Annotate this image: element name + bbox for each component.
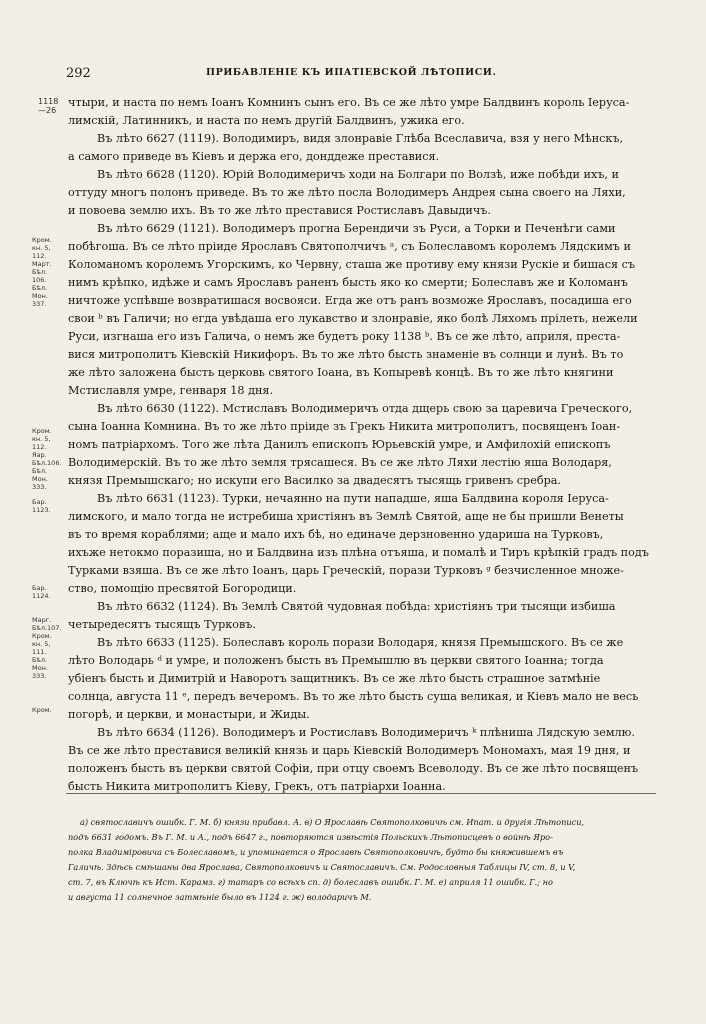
text-line: же лѣто заложена бысть церковь святого Іоана, въ Копыревѣ концѣ. Въ то же лѣто княгини bbox=[68, 366, 614, 379]
text-line: ничтоже успѣвше возвратишася восвояси. Егда же отъ ранъ возможе Ярославъ, посадиша его bbox=[68, 294, 632, 307]
text-line: оттуду многъ полонъ приведе. Въ то же лѣто посла Володимеръ Андрея сына своего на Ляхи, bbox=[68, 186, 626, 199]
text-line: солнца, августа 11 ᵉ, передъ вечеромъ. Въ то же лѣто бысть суша великая, и Кіевъ мало не весь bbox=[68, 690, 639, 703]
text-line: лимского, и мало тогда не истребиша христіянъ въ Землѣ Святой, аще не бы пришли Венеты bbox=[68, 510, 624, 523]
text-line: Мстиславля умре, генваря 18 дня. bbox=[68, 384, 274, 397]
text-line: лимскій, Латинникъ, и наста по немъ другій Балдвинъ, ужика его. bbox=[68, 114, 465, 127]
footnote-line: подъ 6631 годомъ. Въ Г. М. и А., подъ 6647 г., повторяются извѣстія Польскихъ Лѣтописцевъ о войнѣ Яро- bbox=[68, 832, 553, 842]
text-line: лѣто Володарь ᵈ и умре, и положенъ бысть въ Премышлю въ церкви святого Іоанна; тогда bbox=[68, 654, 604, 667]
text-line: убіенъ бысть и Димитрій и Наворотъ защитникъ. Въ се же лѣто бысть страшное затмѣніе bbox=[68, 672, 601, 685]
text-line: погорѣ, и церкви, и монастыри, и Жиды. bbox=[68, 708, 310, 721]
margin-note: 1118 —26 bbox=[38, 97, 59, 115]
text-line: чтыри, и наста по немъ Іоанъ Комнинъ сынъ его. Въ се же лѣто умре Балдвинъ король Іеруса- bbox=[68, 96, 630, 109]
text-line: Турками взяша. Въ се же лѣто Іоанъ, царь Греческій, порази Турковъ ᵍ безчисленное множе- bbox=[68, 564, 624, 577]
text-line: Коломаномъ королемъ Угорскимъ, ко Червну, сташа же противу ему князи Рускіе и бишася съ bbox=[68, 258, 635, 271]
text-line: Въ лѣто 6631 (1123). Турки, нечаянно на пути нападше, яша Балдвина короля Іеруса- bbox=[97, 492, 609, 505]
text-line: номъ патріархомъ. Того же лѣта Данилъ епископъ Юрьевскій умре, и Амфилохій епископъ bbox=[68, 438, 611, 451]
text-line: а самого приведе въ Кіевъ и держа его, донддеже преставися. bbox=[68, 150, 440, 163]
page-header bbox=[66, 66, 656, 84]
text-line: положенъ бысть въ церкви святой Софіи, при отцу своемъ Всеволоду. Въ се же лѣто посвященъ bbox=[68, 762, 639, 775]
text-line: бысть Никита митрополитъ Кіеву, Грекъ, отъ патріархи Іоанна. bbox=[68, 780, 446, 793]
page-number: 292 bbox=[66, 66, 91, 81]
text-line: въ то время кораблями; аще и мало ихъ бѣ, но единаче дерзновенно удариша на Турковъ, bbox=[68, 528, 604, 541]
footnote-line: и августа 11 солнечное затмѣніе было въ 1124 г. ж) володаричъ М. bbox=[68, 892, 372, 902]
text-line: вися митрополитъ Кіевскій Никифоръ. Въ то же лѣто бысть знаменіе въ солнци и лунѣ. Въ то bbox=[68, 348, 624, 361]
text-line: Въ лѣто 6629 (1121). Володимеръ прогна Берендичи зъ Руси, а Торки и Печенѣги сами bbox=[97, 222, 616, 235]
margin-note: Кром. bbox=[32, 706, 52, 714]
text-line: Володимерскій. Въ то же лѣто земля трясашеся. Въ се же лѣто Ляхи лестію яша Володаря, bbox=[68, 456, 612, 469]
text-line: свои ᵇ въ Галичи; но егда увѣдаша его лукавство и злонравіе, яко болѣ Ляхомъ прілеть, нежели bbox=[68, 312, 638, 325]
margin-note: Марг. Бѣл.107. Кром. кн. 5, 111. Бѣл. Мон. 333. bbox=[32, 616, 62, 680]
margin-note: Кром. кн. 5, 112. Яар. Бѣл.106. Бѣл. Мон. 333. bbox=[32, 427, 62, 491]
text-line: Въ лѣто 6632 (1124). Въ Землѣ Святой чудовная побѣда: христіянъ три тысящи избиша bbox=[97, 600, 616, 613]
text-line: ство, помощію пресвятой Богородици. bbox=[68, 582, 297, 595]
footnote-line: полка Владиміровича съ Болеславомъ, и упоминается о Ярославѣ Святополковичѣ, будто бы княжившемъ въ bbox=[68, 847, 564, 857]
footnote-line: ст. 7, въ Ключѣ къ Ист. Карамз. г) татаръ со всѣхъ сп. д) болеславъ ошибк. Г. М. е) априля 11 ошибк. Г.; но bbox=[68, 877, 553, 887]
text-line: и повоева землю ихъ. Въ то же лѣто преставися Ростиславъ Давыдичъ. bbox=[68, 204, 491, 217]
text-line: нимъ крѣпко, идѣже и самъ Ярославъ раненъ бысть яко ко смерти; Болеславъ же и Коломанъ bbox=[68, 276, 628, 289]
text-line: ихъже нетокмо поразиша, но и Балдвина изъ плѣна отъяша, и помалѣ и Тиръ крѣпкій градъ подъ bbox=[68, 546, 649, 559]
text-line: Въ лѣто 6633 (1125). Болеславъ король порази Володаря, князя Премышского. Въ се же bbox=[97, 636, 624, 649]
footnote-line: а) святославичъ ошибк. Г. М. б) князи прибавл. А. в) О Ярославѣ Святополковичѣ см. Ипат. и другія Лѣтописи, bbox=[80, 817, 585, 827]
footnote-line: Галичѣ. Здѣсь смѣшаны два Ярослава, Святополковичъ и Святославичъ. См. Родословныя Таблицы IV, ст. 8, и V, bbox=[68, 862, 576, 872]
margin-note: Кром. кн. 5, 112. Март. Бѣл. 106. Бѣл. Мон. 337. bbox=[32, 236, 52, 308]
text-line: Въ се же лѣто преставися великій князь и царь Кіевскій Володимеръ Мономахъ, мая 19 дня, и bbox=[68, 744, 631, 757]
text-line: Въ лѣто 6627 (1119). Володимиръ, видя злонравіе Глѣба Всеславича, взя у него Мѣнскъ, bbox=[97, 132, 624, 145]
margin-note: Бар. 1123. bbox=[32, 498, 51, 514]
text-line: сына Іоанна Комнина. Въ то же лѣто пріиде зъ Грекъ Никита митрополитъ, посвященъ Іоан- bbox=[68, 420, 621, 433]
running-title: ПРИБАВЛЕНІЕ КЪ ИПАТІЕВСКОЙ ЛѢТОПИСИ. bbox=[206, 67, 497, 78]
text-line: Въ лѣто 6634 (1126). Володимеръ и Ростиславъ Володимеричъ ᵏ плѣниша Лядскую землю. bbox=[97, 726, 635, 739]
footnote-divider bbox=[66, 793, 656, 794]
text-line: Руси, изгнаша его изъ Галича, о немъ же будетъ року 1138 ᵇ. Въ се же лѣто, априля, преста- bbox=[68, 330, 621, 343]
text-line: князя Премышскаго; но искупи его Василко за двадесятъ тысящь гривенъ сребра. bbox=[68, 474, 561, 487]
text-line: Въ лѣто 6628 (1120). Юрій Володимеричъ ходи на Болгари по Волзѣ, иже побѣди ихъ, и bbox=[97, 168, 619, 181]
text-line: побѣгоша. Въ се лѣто пріиде Ярославъ Святополчичъ ᵃ, съ Болеславомъ королемъ Лядскимъ и bbox=[68, 240, 631, 253]
text-line: Въ лѣто 6630 (1122). Мстиславъ Володимеричъ отда дщерь свою за царевича Греческого, bbox=[97, 402, 633, 415]
margin-note: Бар. 1124. bbox=[32, 584, 51, 600]
text-line: четыредесятъ тысящъ Турковъ. bbox=[68, 618, 256, 631]
